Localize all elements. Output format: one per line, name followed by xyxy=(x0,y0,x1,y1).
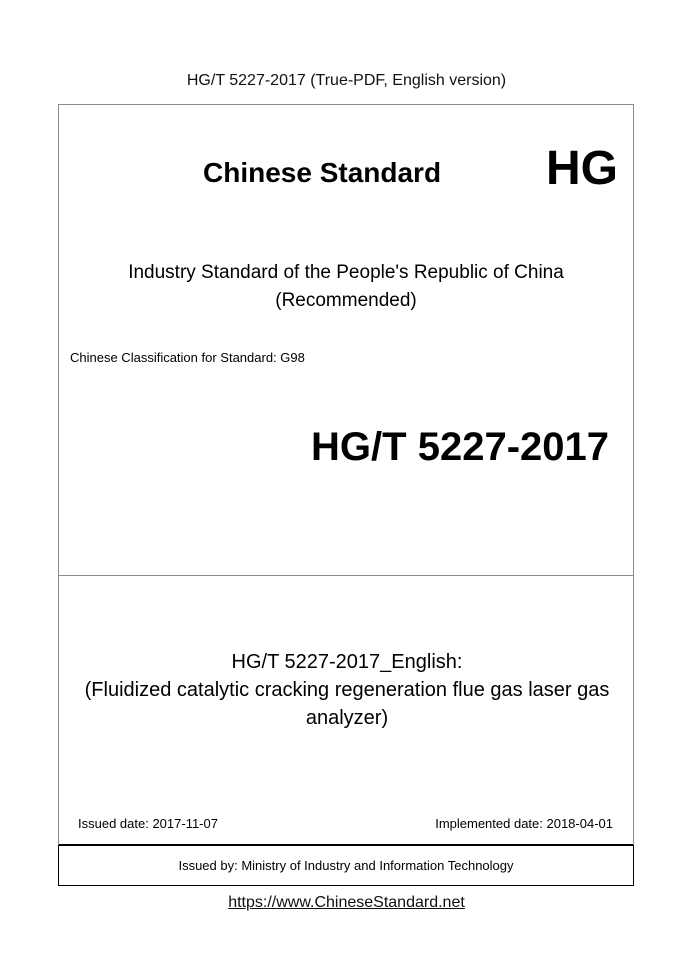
document-title xyxy=(69,648,625,732)
page-header: HG/T 5227-2017 (True-PDF, English version) xyxy=(186,72,507,89)
issued-date: Issued date: 2017-11-07 xyxy=(78,816,218,831)
standard-number: HG/T 5227-2017 xyxy=(311,425,609,469)
standard-code: HG xyxy=(546,142,618,195)
industry-statement xyxy=(59,259,633,315)
website-link[interactable]: https://www.ChineseStandard.net xyxy=(228,894,465,911)
cover-title: Chinese Standard xyxy=(203,157,442,188)
cover-upper-section xyxy=(59,105,633,576)
industry-line: Industry Standard of the People's Republic of China xyxy=(128,262,564,283)
recommended-line: (Recommended) xyxy=(275,290,417,311)
cover-lower-section xyxy=(59,576,633,846)
issued-by: Issued by: Ministry of Industry and Information Technology xyxy=(178,857,514,873)
implemented-date: Implemented date: 2018-04-01 xyxy=(435,816,613,831)
document-title-description: (Fluidized catalytic cracking regeneration flue gas laser gas analyzer) xyxy=(84,679,610,729)
issuer-box xyxy=(59,844,633,885)
cover-frame xyxy=(58,104,634,886)
classification: Chinese Classification for Standard: G98 xyxy=(70,350,305,365)
document-title-line: HG/T 5227-2017_English: xyxy=(231,651,463,673)
